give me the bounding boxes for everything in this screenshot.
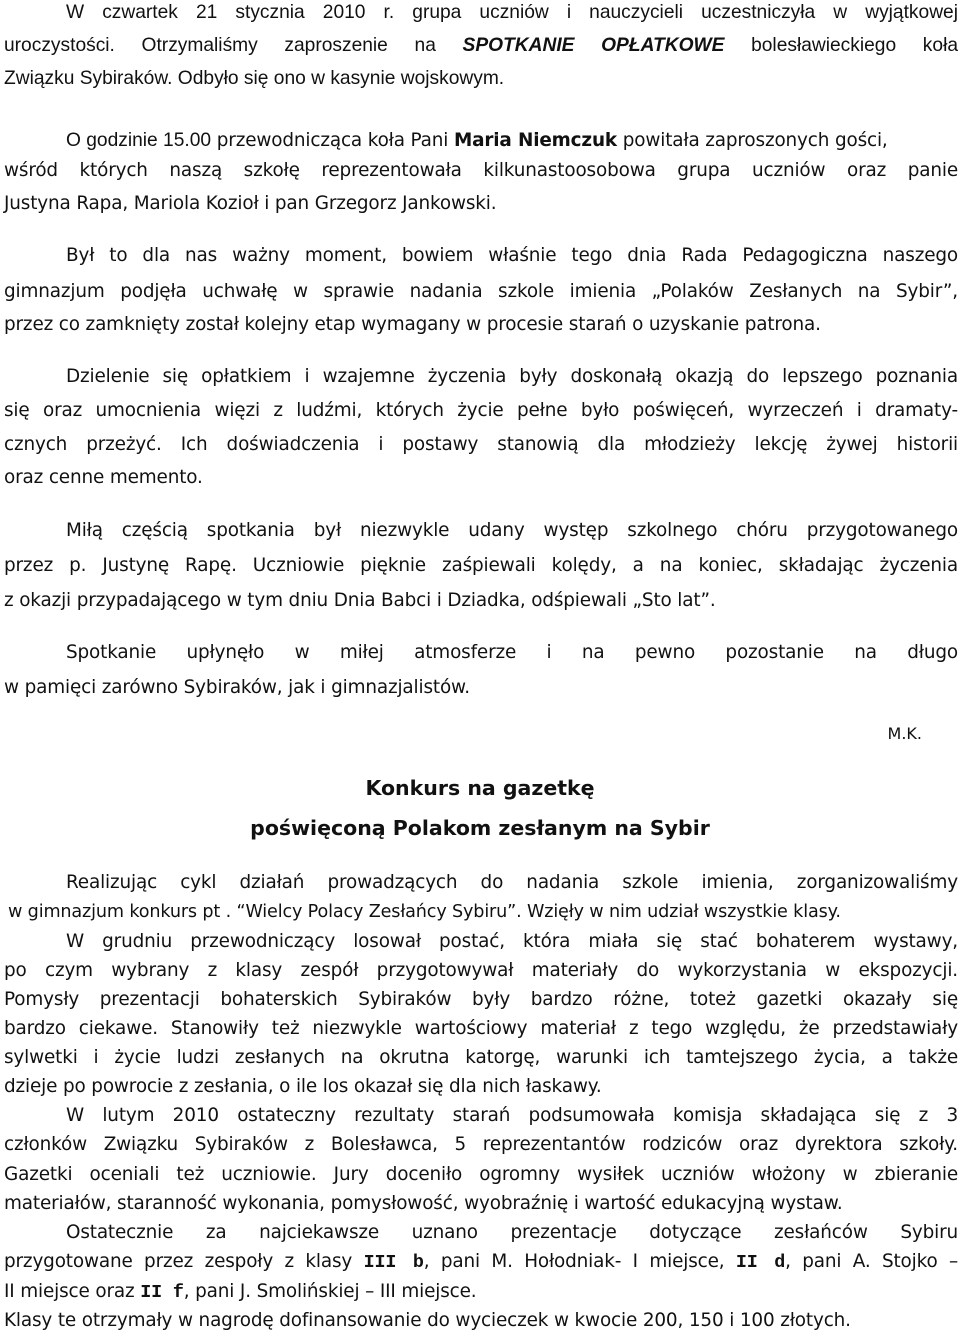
text-span: Spotkanie upłynęło w miłej atmosferze i na pewno pozostanie na długo [66, 642, 958, 663]
text-span: Miłą częścią spotkania był niezwykle udany występ szkolnego chóru przygotowanego [66, 520, 958, 541]
text-line [4, 1279, 958, 1306]
text-span: W grudniu przewodniczący losował postać, która miała się stać bohaterem wystawy, [66, 931, 958, 952]
text-span: dzieje po powrocie z zesłania, o ile los okazał się dla nich łaskawy. [4, 1076, 602, 1097]
class-name: II d [735, 1252, 786, 1273]
text-line [4, 588, 958, 614]
text-span: Był to dla nas ważny moment, bowiem właśnie tego dnia Rada Pedagogiczna naszego [66, 245, 958, 266]
text-span: O godzinie 15.00 [66, 130, 212, 151]
text-span: sylwetki i życie ludzi zesłanych na okrutna katorgę, warunki ich tamtejszego życia, a także [4, 1047, 958, 1068]
text-span: Justyna Rapa, Mariola Kozioł i pan Grzegorz Jankowski. [4, 193, 497, 214]
text-span: Dzielenie się opłatkiem i wzajemne życzenia były doskonałą okazją do lepszego poznania [66, 366, 958, 387]
class-name: III b [363, 1252, 424, 1273]
text-line [4, 398, 958, 424]
text-line [4, 279, 958, 305]
person-name: Maria Niemczuk [453, 130, 618, 151]
text-line [4, 1162, 958, 1188]
article-title-line-2: poświęconą Polakom zesłanym na Sybir [250, 816, 710, 840]
text-line [4, 1308, 958, 1334]
text-span: gimnazjum podjęła uchwałę w sprawie nadania szkole imienia „Polaków Zesłanych na Sybir”, [4, 281, 958, 302]
author-signature: M.K. [887, 724, 922, 743]
text-span: Klasy te otrzymały w nagrodę dofinansowanie do wycieczek w kwocie 200, 150 i 100 złotych. [4, 1310, 851, 1331]
text-line [4, 675, 958, 701]
text-span: Ostatecznie za najciekawsze uznano prezentacje dotyczące zesłańców Sybiru [66, 1222, 958, 1243]
text-line [4, 33, 958, 58]
text-span: w pamięci zarówno Sybiraków, jak i gimnazjalistów. [4, 677, 470, 698]
text-span: Pomysły prezentacji bohaterskich Sybiraków były bardzo różne, toteż gazetki okazały się [4, 989, 958, 1010]
text-span: W czwartek 21 stycznia 2010 r. grupa uczniów i nauczycieli uczestniczyła w wyjątkowej [66, 2, 958, 23]
text-span: przygotowane przez zespoły z klasy [4, 1251, 364, 1272]
article-title-line-1: Konkurs na gazetkę [365, 776, 595, 800]
text-span: przez co zamknięty został kolejny etap wymagany w procesie starań o uzyskanie patrona. [4, 314, 821, 335]
text-span: materiałów, staranność wykonania, pomysłowość, wyobraźnię i wartość edukacyjną wystaw. [4, 1193, 843, 1214]
text-span: bolesławieckiego koła [724, 35, 959, 56]
text-line [66, 1220, 958, 1246]
text-span: oraz cenne memento. [4, 467, 203, 488]
text-line [4, 1074, 958, 1100]
text-span: , pani J. Smolińskiej – III miejsce. [183, 1281, 477, 1302]
text-span: W lutym 2010 ostateczny rezultaty starań podsumowała komisja składająca się z 3 [66, 1105, 958, 1126]
text-line [66, 1103, 958, 1129]
class-name: II f [140, 1282, 184, 1303]
text-line [66, 128, 958, 154]
text-line [66, 364, 958, 390]
text-span: przez p. Justynę Rapę. Uczniowie pięknie zaśpiewali kolędy, a na koniec, składając życzenia [4, 555, 958, 576]
text-span: powitała zaproszonych gości, [617, 130, 888, 151]
text-line [4, 987, 958, 1013]
text-span: Realizując cykl działań prowadzących do nadania szkole imienia, zorganizowaliśmy [66, 872, 958, 893]
text-span: wśród których naszą szkołę reprezentowała kilkunastoosobowa grupa uczniów oraz panie [4, 160, 958, 181]
text-line [4, 1191, 958, 1217]
text-line [4, 958, 958, 984]
text-line [4, 1016, 958, 1042]
text-span: uroczystości. Otrzymaliśmy zaproszenie na [4, 35, 463, 56]
text-line [66, 243, 958, 269]
text-line [8, 899, 958, 925]
text-line [4, 158, 958, 184]
emphasis-text: SPOTKANIE OPŁATKOWE [462, 35, 725, 56]
text-span: bardzo ciekawe. Stanowiły też niezwykle wartościowy materiał z tego względu, że przedstawiały [4, 1018, 958, 1039]
text-span: członków Związku Sybiraków z Bolesławca, 5 reprezentantów rodziców oraz dyrektora szkoły. [4, 1134, 958, 1155]
text-span: cznych przeżyć. Ich doświadczenia i postawy stanowią dla młodzieży lekcję żywej historii [4, 434, 958, 455]
text-line [66, 870, 958, 896]
text-line [4, 0, 958, 25]
text-line [4, 432, 958, 458]
text-line [66, 929, 958, 955]
text-span: przewodnicząca koła Pani [211, 130, 454, 151]
text-span: po czym wybrany z klasy zespół przygotowywał materiały do wykorzystania w ekspozycji. [4, 960, 958, 981]
text-span: , pani A. Stojko – [785, 1251, 959, 1272]
text-span: II miejsce oraz [4, 1281, 141, 1302]
text-span: się oraz umocnienia więzi z ludźmi, których życie pełne było poświęceń, wyrzeczeń i dramaty- [4, 400, 958, 421]
text-span: Związku Sybiraków. Odbyło się ono w kasynie wojskowym. [4, 68, 505, 89]
text-span: z okazji przypadającego w tym dniu Dnia Babci i Dziadka, odśpiewali „Sto lat”. [4, 590, 716, 611]
text-span: , pani M. Hołodniak- I miejsce, [423, 1251, 736, 1272]
text-line [4, 553, 958, 579]
text-span: Gazetki oceniali też uczniowie. Jury doceniło ogromny wysiłek uczniów włożony w zbieranie [4, 1164, 958, 1185]
text-line [4, 66, 958, 91]
text-line [4, 1132, 958, 1158]
text-line [4, 1249, 958, 1276]
text-line [66, 640, 958, 666]
text-line [4, 1045, 958, 1071]
text-span: w gimnazjum konkurs pt . “Wielcy Polacy Zesłańcy Sybiru”. Wzięły w nim udział wszystkie klasy. [8, 902, 841, 922]
text-line [66, 518, 958, 544]
text-line [4, 312, 958, 338]
text-line [4, 191, 958, 217]
text-line [4, 465, 958, 491]
